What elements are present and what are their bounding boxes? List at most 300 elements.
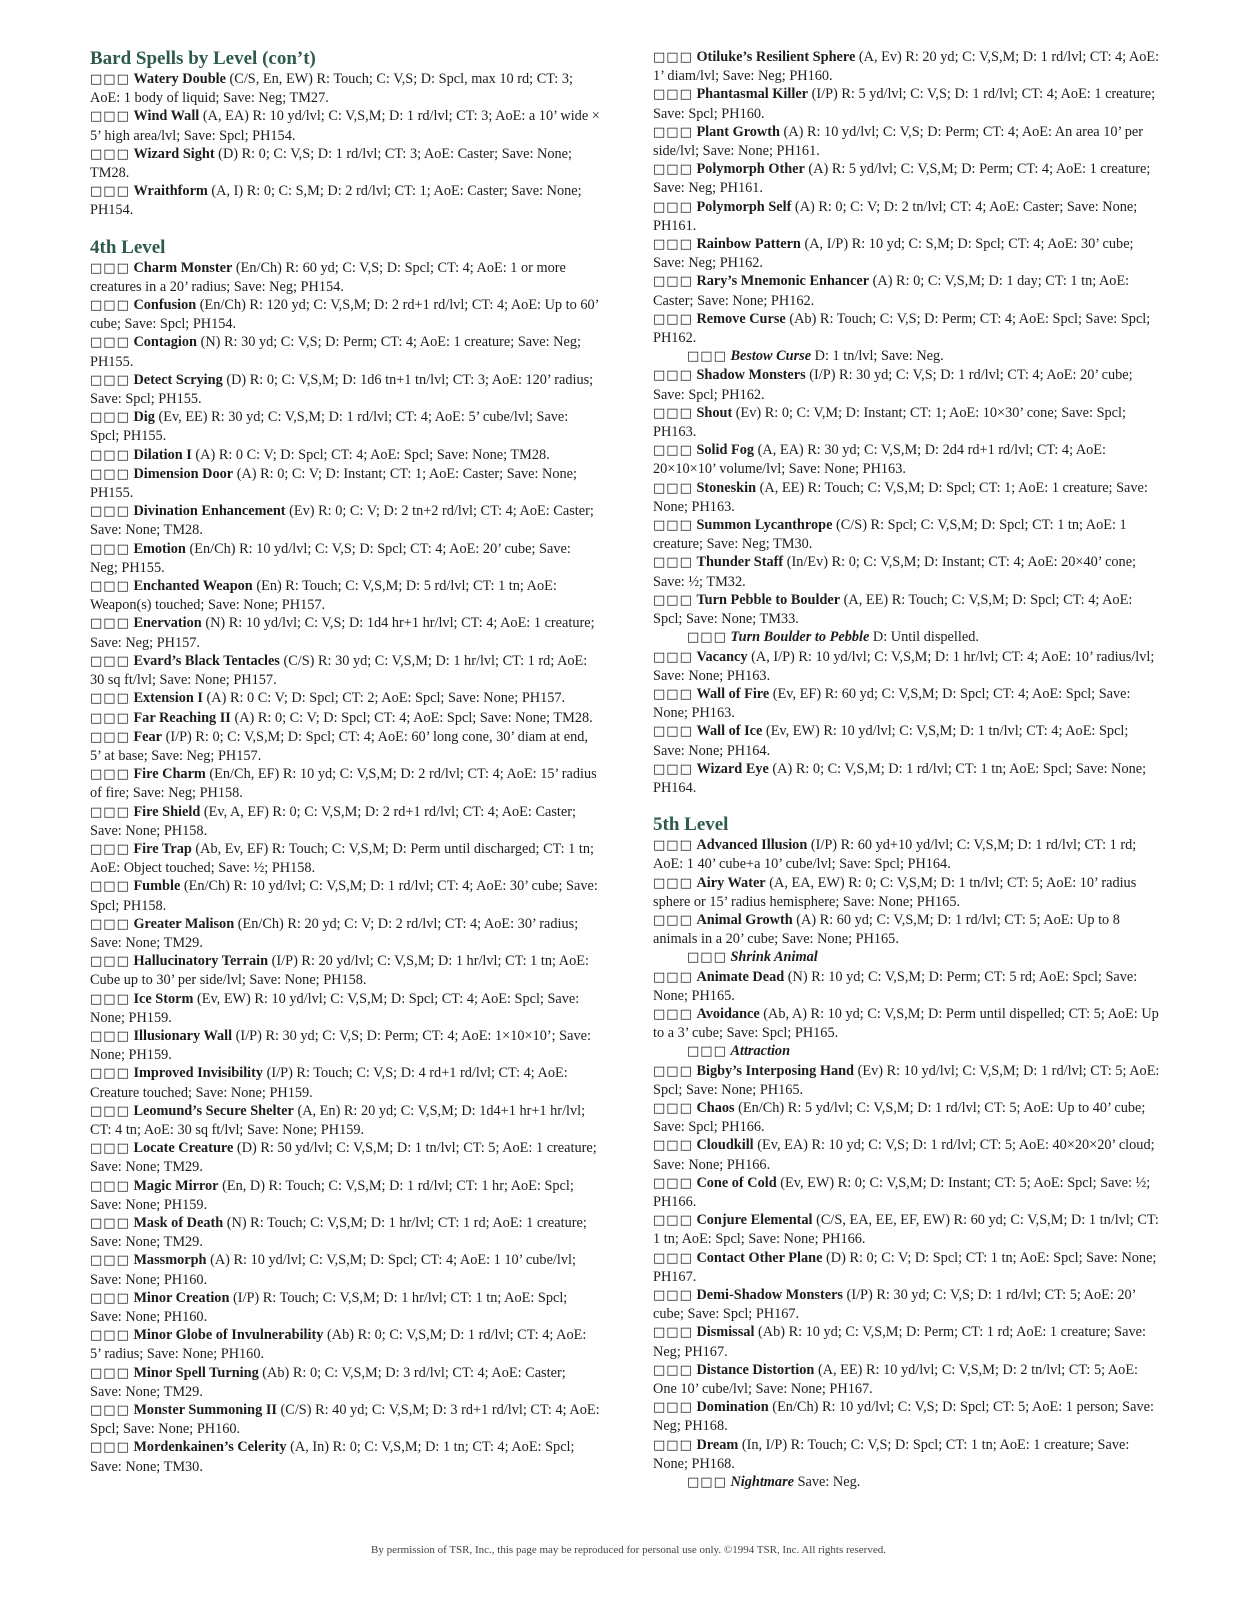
checkbox-icons: □□□ [653,1437,693,1453]
checkbox-icons: □□□ [90,72,130,87]
spell-entry [90,1139,600,1176]
spell-details: (En/Ch) R: 10 yd/lvl; C: V,S; D: Spcl; CT: 5; AoE: 1 person; Save: Neg; PH168. [653,1399,1154,1435]
spell-details: (D) R: 50 yd/lvl; C: V,S,M; D: 1 tn/lvl; CT: 5; AoE: 1 creature; Save: None; TM29. [90,1140,597,1176]
spell-entry [90,1214,600,1251]
spell-section [653,814,1163,1492]
spell-entry [653,1099,1163,1136]
spell-entry [90,259,600,296]
spell-details: (Ev, A, EF) R: 0; C: V,S,M; D: 2 rd+1 rd/lvl; CT: 4; AoE: Caster; Save: None; PH158. [90,803,576,839]
spell-name: Wizard Sight [133,145,215,162]
spell-name: Fire Shield [133,803,201,820]
spell-entry [90,70,600,107]
checkbox-icons: □□□ [90,841,130,857]
spell-details: (A) R: 10 yd/lvl; C: V,S; D: Perm; CT: 4; AoE: An area 10’ per side/lvl; Save: None; PH161. [653,123,1144,160]
spell-entry [90,1289,600,1326]
checkbox-icons: □□□ [653,1288,693,1303]
spell-name: Turn Boulder to Pebble [730,629,870,646]
spell-entry [90,614,600,651]
spell-details: (En/Ch) R: 5 yd/lvl; C: V,S,M; D: 1 rd/lvl; CT: 5; AoE: Up to 40’ cube; Save: Spcl; PH166. [653,1099,1146,1136]
spell-entry [90,540,600,577]
checkbox-icons: □□□ [653,124,693,140]
spell-entry [90,952,600,989]
spell-entry [653,1136,1163,1173]
spell-name: Airy Water [696,874,766,891]
spell-name: Minor Globe of Invulnerability [133,1327,324,1344]
spell-entry [90,408,600,445]
spell-details: (A, EE) R: Touch; C: V,S,M; D: Spcl; CT: 1; AoE: 1 creature; Save: None; PH163. [653,479,1148,515]
spell-details: (A, Ev) R: 20 yd; C: V,S,M; D: 1 rd/lvl; CT: 4; AoE: 1’ diam/lvl; Save: Neg; PH160. [653,49,1160,85]
spell-name: Avoidance [696,1005,760,1022]
spell-entry [653,441,1163,478]
reversed-spell-entry [653,347,1163,366]
spell-name: Contact Other Plane [696,1249,823,1266]
checkbox-icons: □□□ [90,541,130,557]
spell-details: (A) R: 5 yd/lvl; C: V,S,M; D: Perm; CT: 4; AoE: 1 creature; Save: Neg; PH161. [653,161,1151,197]
spell-details: (A) R: 0; C: V,S,M; D: 1 rd/lvl; CT: 1 tn; AoE: Spcl; Save: None; PH164. [653,760,1147,796]
spell-details: (En/Ch, EF) R: 10 yd; C: V,S,M; D: 2 rd/lvl; CT: 4; AoE: 15’ radius of fire; Save: Neg; PH158. [90,766,597,802]
checkbox-icons: □□□ [653,592,693,608]
spell-name: Rary’s Mnemonic Enhancer [696,273,870,290]
checkbox-icons: □□□ [90,184,130,200]
checkbox-icons: □□□ [653,1175,693,1191]
spell-entry [90,689,600,708]
spell-name: Dismissal [696,1324,755,1341]
spell-entry [653,1005,1163,1042]
spell-details: (Ab) R: 0; C: V,S,M; D: 1 rd/lvl; CT: 4; AoE: 5’ radius; Save: None; PH160. [90,1327,587,1363]
spell-entry [90,1251,600,1288]
checkbox-icons: □□□ [90,579,130,595]
spell-details: (A) R: 0 C: V; D: Spcl; CT: 2; AoE: Spcl; Save: None; PH157. [202,690,566,707]
reversed-spell-entry [653,948,1163,967]
spell-name: Hallucinatory Terrain [133,953,269,970]
footer-notice: By permission of TSR, Inc., this page may be reproduced for personal use only. ©1994 TSR, Inc. All rights reserved. [371,1544,886,1556]
spell-details: (Ab, Ev, EF) R: Touch; C: V,S,M; D: Perm until discharged; CT: 1 tn; AoE: Object touched; Save: ½; PH158. [90,840,594,877]
spell-entry [653,1062,1163,1099]
reversed-spell-entry [653,1473,1163,1492]
spell-entry [653,553,1163,590]
checkbox-icons: □□□ [90,372,130,388]
spell-name: Shadow Monsters [696,367,806,384]
spell-details: (A) R: 60 yd; C: V,S,M; D: 1 rd/lvl; CT: 5; AoE: Up to 8 animals in a 20’ cube; Save: None; PH165. [653,911,1120,948]
spell-entry [90,145,600,182]
checkbox-icons: □□□ [90,410,130,426]
spell-name: Dig [133,409,155,426]
checkbox-icons: □□□ [90,991,130,1007]
spell-entry [90,446,600,465]
spell-entry [90,915,600,952]
spell-name: Otiluke’s Resilient Sphere [696,49,856,65]
checkbox-icons: □□□ [687,950,727,966]
checkbox-icons: □□□ [653,480,693,496]
spell-details: (Ev, EE) R: 30 yd; C: V,S,M; D: 1 rd/lvl; CT: 4; AoE: 5’ cube/lvl; Save: Spcl; PH155. [90,409,569,445]
spell-details: (A, In) R: 0; C: V,S,M; D: 1 tn; CT: 4; AoE: Spcl; Save: None; TM30. [90,1439,575,1475]
spell-entry [90,652,600,689]
spell-details: (Ev, EW) R: 10 yd/lvl; C: V,S,M; D: 1 tn/lvl; CT: 4; AoE: Spcl; Save: None; PH164. [653,723,1129,759]
spell-entry [653,366,1163,403]
spell-entry [653,1249,1163,1286]
spell-details: (D) R: 0; C: V,S,M; D: 1d6 tn+1 tn/lvl; CT: 3; AoE: 120’ radius; Save: Spcl; PH155. [90,371,594,408]
checkbox-icons: □□□ [653,912,693,928]
spell-entry [90,1364,600,1401]
spell-details: (Ev, EA) R: 10 yd; C: V,S; D: 1 rd/lvl; CT: 5; AoE: 40×20×20’ cloud; Save: None; PH166. [653,1137,1155,1173]
spell-entry [90,1177,600,1214]
spell-entry [653,160,1163,197]
checkbox-icons: □□□ [653,838,693,854]
spell-details: (C/S) R: 40 yd; C: V,S,M; D: 3 rd+1 rd/lvl; CT: 4; AoE: Spcl; Save: None; PH160. [90,1402,600,1438]
spell-entry [90,182,600,219]
spell-name: Summon Lycanthrope [696,517,833,534]
spell-entry [653,85,1163,122]
checkbox-icons: □□□ [653,1250,693,1266]
checkbox-icons: □□□ [653,1100,693,1116]
spell-entry [653,48,1163,85]
spell-details: (Ev, EW) R: 0; C: V,S,M; D: Instant; CT: 5; AoE: Spcl; Save: ½; PH166. [653,1174,1151,1210]
spell-name: Turn Pebble to Boulder [696,591,841,608]
checkbox-icons: □□□ [653,237,693,253]
spell-details: Save: Neg. [794,1474,861,1491]
checkbox-icons: □□□ [90,616,130,632]
spell-name: Cone of Cold [696,1174,777,1191]
spell-name: Rainbow Pattern [696,236,801,253]
spell-name: Divination Enhancement [133,503,286,520]
spell-name: Cloudkill [696,1137,754,1154]
spell-name: Remove Curse [696,310,786,327]
spell-name: Bigby’s Interposing Hand [696,1062,855,1079]
spell-name: Far Reaching II [133,709,231,726]
spell-entry [653,685,1163,722]
spell-name: Wall of Ice [696,723,763,740]
checkbox-icons: □□□ [653,724,693,740]
spell-details: (A) R: 10 yd/lvl; C: V,S,M; D: Spcl; CT: 4; AoE: 1 10’ cube/lvl; Save: None; PH160. [90,1252,576,1288]
checkbox-icons: □□□ [653,969,693,985]
spell-name: Fire Charm [133,766,206,783]
spell-name: Emotion [133,540,186,557]
checkbox-icons: □□□ [653,199,693,215]
spell-details: (N) R: Touch; C: V,S,M; D: 1 hr/lvl; CT: 1 rd; AoE: 1 creature; Save: None; TM29. [90,1214,587,1251]
spell-name: Wind Wall [133,108,200,125]
spell-details: (En) R: Touch; C: V,S,M; D: 5 rd/lvl; CT: 1 tn; AoE: Weapon(s) touched; Save: None; PH157. [90,578,557,614]
spell-entry [653,235,1163,272]
spell-entry [90,465,600,502]
checkbox-icons: □□□ [653,162,693,178]
checkbox-icons: □□□ [90,729,130,745]
spell-name: Fear [133,728,163,745]
spell-name: Monster Summoning II [133,1402,277,1419]
spell-entry [90,371,600,408]
left-column [90,48,600,1476]
spell-entry [653,516,1163,553]
spell-section [653,48,1163,797]
spell-entry [653,1398,1163,1435]
spell-details: (Ab) R: 0; C: V,S,M; D: 3 rd/lvl; CT: 4; AoE: Caster; Save: None; TM29. [90,1364,566,1400]
spell-details: (A) R: 0; C: V; D: 2 tn/lvl; CT: 4; AoE: Caster; Save: None; PH161. [653,198,1138,234]
spell-name: Demi-Shadow Monsters [696,1287,843,1303]
spell-details: (A, I/P) R: 10 yd/lvl; C: V,S,M; D: 1 hr/lvl; CT: 4; AoE: 10’ radius/lvl; Save: None; PH163. [653,648,1155,684]
spell-name: Mordenkainen’s Celerity [133,1439,287,1456]
spell-entry [653,1286,1163,1323]
spell-details: (A, En) R: 20 yd; C: V,S,M; D: 1d4+1 hr+1 hr/lvl; CT: 4 tn; AoE: 30 sq ft/lvl; Save: None; PH159. [90,1102,586,1138]
checkbox-icons: □□□ [653,1138,693,1154]
spell-entry [90,577,600,614]
checkbox-icons: □□□ [653,443,693,459]
spell-name: Dream [696,1436,739,1453]
section-heading: Bard Spells by Level (con’t) [90,48,316,69]
spell-name: Wall of Fire [696,685,770,702]
checkbox-icons: □□□ [90,504,130,520]
checkbox-icons: □□□ [653,1006,693,1022]
checkbox-icons: □□□ [687,1044,727,1060]
checkbox-icons: □□□ [653,1063,693,1079]
spell-name: Confusion [133,297,197,314]
spell-details: (I/P) R: 5 yd/lvl; C: V,S; D: 1 rd/lvl; CT: 4; AoE: 1 creature; Save: Spcl; PH160. [653,86,1156,122]
spell-name: Greater Malison [133,915,235,932]
spell-details: (I/P) R: 0; C: V,S,M; D: Spcl; CT: 4; AoE: 60’ long cone, 30’ diam at end, 5’ at base; Save: Neg; PH157. [90,728,588,764]
spell-details: (Ab) R: Touch; C: V,S; D: Perm; CT: 4; AoE: Spcl; Save: Spcl; PH162. [653,310,1151,347]
spell-entry [90,990,600,1027]
spell-name: Charm Monster [133,259,233,276]
section-heading: 5th Level [653,814,729,836]
spell-name: Enchanted Weapon [133,578,253,595]
spell-name: Conjure Elemental [696,1212,813,1229]
spell-entry [653,404,1163,441]
spell-entry [653,722,1163,759]
spell-details: (Ev) R: 10 yd/lvl; C: V,S,M; D: 1 rd/lvl; CT: 5; AoE: Spcl; Save: None; PH165. [653,1062,1160,1098]
spell-details: (I/P) R: 30 yd; C: V,S; D: Perm; CT: 4; AoE: 1×10×10’; Save: None; PH159. [90,1027,591,1064]
spell-details: (En/Ch) R: 10 yd/lvl; C: V,S,M; D: 1 rd/lvl; CT: 4; AoE: 30’ cube; Save: Spcl; PH158. [90,878,598,914]
spell-details: (A) R: 0; C: V; D: Instant; CT: 1; AoE: Caster; Save: None; PH155. [90,465,577,502]
spell-details: (A) R: 0; C: V; D: Spcl; CT: 4; AoE: Spcl; Save: None; TM28. [230,709,593,726]
spell-entry [653,272,1163,309]
checkbox-icons: □□□ [653,1400,693,1416]
checkbox-icons: □□□ [90,1103,130,1119]
spell-name: Chaos [696,1099,735,1116]
spell-details: (D) R: 0; C: V,S; D: 1 rd/lvl; CT: 3; AoE: Caster; Save: None; TM28. [90,145,572,182]
spell-entry [90,502,600,539]
spell-name: Dimension Door [133,465,234,482]
spell-entry [90,728,600,765]
spell-details: (I/P) R: 20 yd/lvl; C: V,S,M; D: 1 hr/lvl; CT: 1 tn; AoE: Cube up to 30’ per side/lvl; Save: None; PH158. [90,953,589,989]
spell-details: (I/P) R: Touch; C: V,S; D: 4 rd+1 rd/lvl; CT: 4; AoE: Creature touched; Save: None; PH159. [90,1065,568,1101]
spell-details: (En/Ch) R: 60 yd; C: V,S; D: Spcl; CT: 4; AoE: 1 or more creatures in a 20’ radius; Save: Neg; PH154. [90,259,566,295]
spell-entry [653,760,1163,797]
spell-name: Bestow Curse [730,348,812,365]
checkbox-icons: □□□ [653,405,693,421]
spell-entry [653,1323,1163,1360]
reversed-spell-entry [653,628,1163,647]
spell-details: (Ab) R: 10 yd; C: V,S,M; D: Perm; CT: 1 rd; AoE: 1 creature; Save: Neg; PH167. [653,1324,1146,1360]
spell-name: Distance Distortion [696,1361,815,1378]
spell-name: Extension I [133,690,203,707]
checkbox-icons: □□□ [90,710,130,726]
spell-details: (D) R: 0; C: V; D: Spcl; CT: 1 tn; AoE: Spcl; Save: None; PH167. [653,1249,1157,1285]
checkbox-icons: □□□ [653,686,693,702]
spell-entry [90,803,600,840]
checkbox-icons: □□□ [90,916,130,932]
spell-details: (A) R: 0; C: V,S,M; D: 1 day; CT: 1 tn; AoE: Caster; Save: None; PH162. [653,273,1130,309]
spell-name: Dilation I [133,446,192,463]
spell-entry [653,198,1163,235]
spell-entry [90,296,600,333]
spell-details: (I/P) R: 30 yd; C: V,S; D: 1 rd/lvl; CT: 5; AoE: 20’ cube; Save: Spcl; PH167. [653,1287,1136,1323]
spell-entry [653,648,1163,685]
spell-details: (C/S) R: 30 yd; C: V,S,M; D: 1 hr/lvl; CT: 1 rd; AoE: 30 sq ft/lvl; Save: None; PH157. [90,652,588,689]
spell-entry [90,709,600,728]
checkbox-icons: □□□ [90,298,130,314]
spell-details: (N) R: 30 yd; C: V,S; D: Perm; CT: 4; AoE: 1 creature; Save: Neg; PH155. [90,334,581,370]
spell-entry [653,1211,1163,1248]
spell-name: Leomund’s Secure Shelter [133,1102,294,1119]
spell-entry [653,1174,1163,1211]
checkbox-icons: □□□ [90,146,130,162]
spell-name: Stoneskin [696,479,757,496]
spell-name: Minor Creation [133,1289,230,1306]
spell-name: Improved Invisibility [133,1065,264,1082]
spell-name: Wizard Eye [696,760,769,777]
checkbox-icons: □□□ [90,109,130,125]
checkbox-icons: □□□ [90,1066,130,1082]
spell-entry [90,1438,600,1475]
checkbox-icons: □□□ [90,954,130,970]
spell-name: Contagion [133,334,197,351]
spell-name: Mask of Death [133,1214,224,1231]
checkbox-icons: □□□ [653,761,693,777]
checkbox-icons: □□□ [90,804,130,820]
spell-name: Wraithform [133,183,208,200]
spell-entry [653,911,1163,948]
checkbox-icons: □□□ [653,311,693,327]
spell-entry [90,333,600,370]
spell-name: Minor Spell Turning [133,1364,259,1381]
spell-name: Ice Storm [133,990,194,1007]
checkbox-icons: □□□ [90,879,130,895]
spell-details: (N) R: 10 yd; C: V,S,M; D: Perm; CT: 5 rd; AoE: Spcl; Save: None; PH165. [653,968,1138,1004]
spell-details: (C/S) R: Spcl; C: V,S,M; D: Spcl; CT: 1 tn; AoE: 1 creature; Save: Neg; TM30. [653,517,1127,553]
spell-entry [90,1102,600,1139]
right-column [653,48,1163,1492]
spell-name: Thunder Staff [696,554,784,571]
spell-details: D: 1 tn/lvl; Save: Neg. [811,348,944,365]
spell-details: (A, EA, EW) R: 0; C: V,S,M; D: 1 tn/lvl; CT: 5; AoE: 10’ radius sphere or 15’ radius hemisphere; Save: None; PH165. [653,874,1137,910]
spell-details: (I/P) R: Touch; C: V,S,M; D: 1 hr/lvl; CT: 1 tn; AoE: Spcl; Save: None; PH160. [90,1289,568,1325]
spell-details: D: Until dispelled. [869,629,979,646]
spell-details: (En/Ch) R: 10 yd/lvl; C: V,S; D: Spcl; CT: 4; AoE: 20’ cube; Save: Neg; PH155. [90,540,571,576]
spell-entry [653,968,1163,1005]
checkbox-icons: □□□ [90,653,130,669]
reversed-spell-entry [653,1042,1163,1061]
spell-details: (Ab, A) R: 10 yd; C: V,S,M; D: Perm until dispelled; CT: 5; AoE: Up to a 3’ cube; Save: Spcl; PH165. [653,1005,1159,1042]
checkbox-icons: □□□ [653,518,693,534]
spell-entry [90,765,600,802]
spell-entry [90,1326,600,1363]
spell-name: Illusionary Wall [133,1027,233,1044]
spell-section [90,237,600,1476]
checkbox-icons: □□□ [653,87,693,103]
spell-entry [653,1361,1163,1398]
spell-details: (I/P) R: 30 yd; C: V,S; D: 1 rd/lvl; CT: 4; AoE: 20’ cube; Save: Spcl; PH162. [653,367,1133,403]
spell-details: (Ev, EW) R: 10 yd/lvl; C: V,S,M; D: Spcl; CT: 4; AoE: Spcl; Save: None; PH159. [90,990,580,1026]
checkbox-icons: □□□ [90,1403,130,1419]
spell-name: Polymorph Self [696,198,792,215]
checkbox-icons: □□□ [90,767,130,783]
checkbox-icons: □□□ [90,447,130,463]
checkbox-icons: □□□ [653,368,693,384]
spell-name: Fire Trap [133,840,192,857]
checkbox-icons: □□□ [90,1253,130,1269]
spell-entry [90,877,600,914]
spell-details: (Ev, EF) R: 60 yd; C: V,S,M; D: Spcl; CT: 4; AoE: Spcl; Save: None; PH163. [653,685,1131,722]
checkbox-icons: □□□ [90,466,130,482]
spell-details: (A, EE) R: Touch; C: V,S,M; D: Spcl; CT: 4; AoE: Spcl; Save: None; TM33. [653,591,1133,628]
spell-name: Vacancy [696,648,748,665]
checkbox-icons: □□□ [90,260,130,276]
spell-details: (A) R: 0 C: V; D: Spcl; CT: 4; AoE: Spcl; Save: None; TM28. [191,446,550,463]
checkbox-icons: □□□ [653,649,693,665]
checkbox-icons: □□□ [653,50,693,65]
spell-entry [653,123,1163,160]
checkbox-icons: □□□ [653,1325,693,1341]
spell-name: Enervation [133,615,202,632]
checkbox-icons: □□□ [653,1213,693,1229]
checkbox-icons: □□□ [653,555,693,571]
spell-name: Nightmare [730,1474,794,1491]
spell-name: Plant Growth [696,123,780,140]
spell-name: Shrink Animal [730,949,818,966]
spell-details: (En/Ch) R: 120 yd; C: V,S,M; D: 2 rd+1 rd/lvl; CT: 4; AoE: Up to 60’ cube; Save: Spcl; PH154. [90,297,599,333]
spell-name: Massmorph [133,1252,207,1269]
spell-details: (C/S, En, EW) R: Touch; C: V,S; D: Spcl, max 10 rd; CT: 3; AoE: 1 body of liquid; Save: Neg; TM27. [90,71,573,107]
spell-details: (In, I/P) R: Touch; C: V,S; D: Spcl; CT: 1 tn; AoE: 1 creature; Save: None; PH168. [653,1436,1130,1472]
section-heading: 4th Level [90,236,166,258]
spell-details: (A, I) R: 0; C: S,M; D: 2 rd/lvl; CT: 1; AoE: Caster; Save: None; PH154. [90,183,582,219]
spell-details: (A, EA) R: 30 yd; C: V,S,M; D: 2d4 rd+1 rd/lvl; CT: 4; AoE: 20×10×10’ volume/lvl; Save: None; PH163. [653,442,1107,478]
checkbox-icons: □□□ [687,1475,727,1491]
spell-entry [653,591,1163,628]
checkbox-icons: □□□ [653,1362,693,1378]
spell-entry [653,479,1163,516]
spell-entry [653,836,1163,873]
spell-entry [653,1436,1163,1473]
spell-name: Animate Dead [696,968,785,985]
checkbox-icons: □□□ [687,349,727,365]
spell-name: Watery Double [133,71,226,87]
spell-details: (Ev) R: 0; C: V; D: 2 tn+2 rd/lvl; CT: 4; AoE: Caster; Save: None; TM28. [90,503,594,539]
checkbox-icons: □□□ [90,1440,130,1456]
spell-section [90,48,600,220]
checkbox-icons: □□□ [90,1215,130,1231]
spell-name: Fumble [133,878,181,895]
checkbox-icons: □□□ [687,630,727,646]
spell-entry [90,1401,600,1438]
spell-entry [90,840,600,877]
spell-name: Detect Scrying [133,371,223,388]
spell-details: (A, EE) R: 10 yd/lvl; C: V,S,M; D: 2 tn/lvl; CT: 5; AoE: One 10’ cube/lvl; Save: None; PH167. [653,1361,1139,1398]
checkbox-icons: □□□ [90,1141,130,1157]
checkbox-icons: □□□ [90,1365,130,1381]
spell-details: (En/Ch) R: 20 yd; C: V; D: 2 rd/lvl; CT: 4; AoE: 30’ radius; Save: None; TM29. [90,915,579,951]
spell-details: (C/S, EA, EE, EF, EW) R: 60 yd; C: V,S,M; D: 1 tn/lvl; CT: 1 tn; AoE: Spcl; Save: None; PH166. [653,1212,1159,1248]
spell-name: Solid Fog [696,442,755,459]
checkbox-icons: □□□ [90,1290,130,1306]
checkbox-icons: □□□ [90,335,130,351]
spell-details: (I/P) R: 60 yd+10 yd/lvl; C: V,S,M; D: 1 rd/lvl; CT: 1 rd; AoE: 1 40’ cube+a 10’ cube/lvl; Save: Spcl; PH164. [653,837,1137,873]
spell-name: Phantasmal Killer [696,86,809,103]
checkbox-icons: □□□ [90,691,130,707]
checkbox-icons: □□□ [90,1178,130,1194]
spell-name: Animal Growth [696,911,793,928]
spell-details: (En, D) R: Touch; C: V,S,M; D: 1 rd/lvl; CT: 1 hr; AoE: Spcl; Save: None; PH159. [90,1177,574,1213]
spell-name: Advanced Illusion [696,837,808,854]
spell-name: Locate Creature [133,1140,234,1157]
